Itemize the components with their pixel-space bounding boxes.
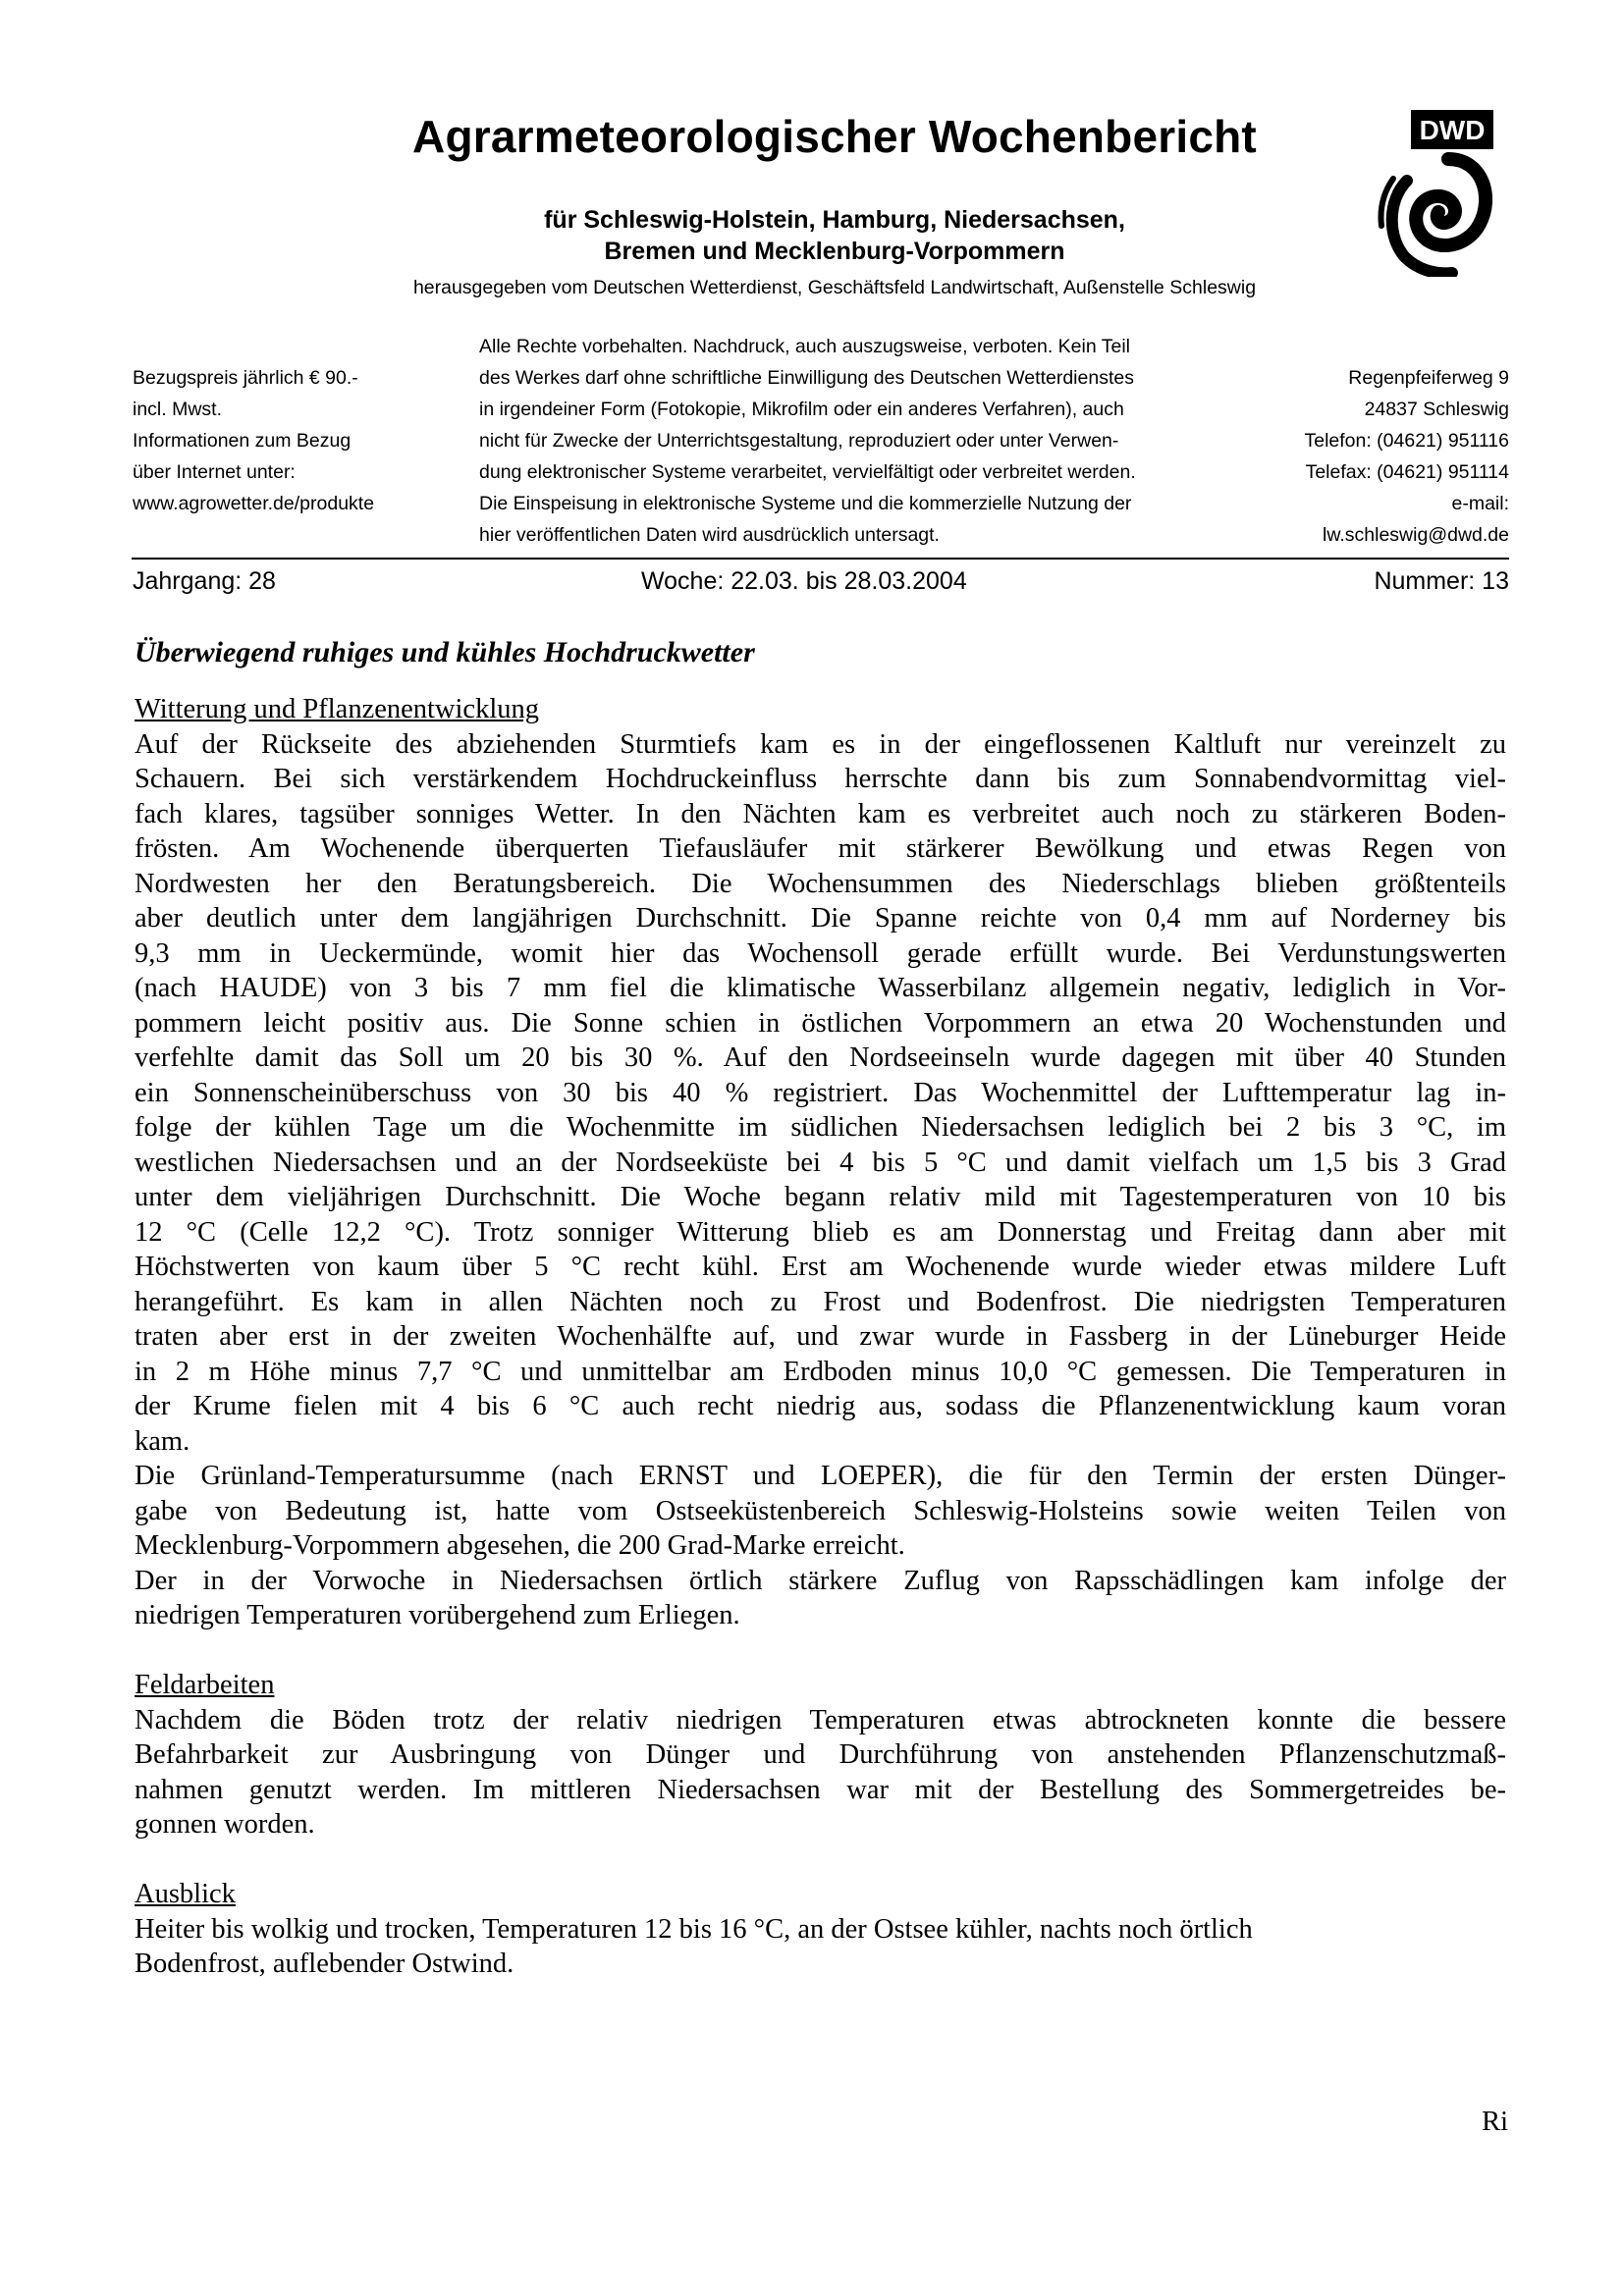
info-line: Bezugspreis jährlich € 90.- bbox=[133, 367, 358, 389]
notice-line: hier veröffentlichen Daten wird ausdrücklich untersagt. bbox=[479, 524, 940, 546]
text-line: 12 °C (Celle 12,2 °C). Trotz sonniger Witterung blieb es am Donnerstag und Freitag dann aber mit bbox=[135, 1216, 1506, 1248]
section-heading-feldarbeiten: Feldarbeiten bbox=[135, 1670, 275, 1700]
text-line: unter dem vieljährigen Durchschnitt. Die Woche begann relativ mild mit Tagestemperaturen von 10 bis bbox=[135, 1182, 1506, 1212]
fax: Telefax: (04621) 951114 bbox=[1305, 461, 1509, 483]
author-initials: Ri bbox=[1482, 2107, 1508, 2137]
subscription-info bbox=[133, 362, 374, 519]
info-line: über Internet unter: bbox=[133, 461, 296, 483]
paragraph-gap bbox=[135, 1633, 1506, 1669]
text-line: herangeführt. Es kam in allen Nächten noch zu Frost und Bodenfrost. Die niedrigsten Temperaturen bbox=[135, 1286, 1506, 1317]
section-heading-witterung: Witterung und Pflanzenentwicklung bbox=[135, 694, 539, 724]
text-line: traten aber erst in der zweiten Wochenhälfte auf, und zwar wurde in Fassberg in der Lüneburger Heide bbox=[135, 1321, 1506, 1352]
text-line: niedrigen Temperaturen vorübergehend zum Erliegen. bbox=[135, 1600, 740, 1630]
section-feldarbeiten bbox=[135, 1703, 1506, 1842]
text-line: in 2 m Höhe minus 7,7 °C und unmittelbar am Erdboden minus 10,0 °C gemessen. Die Temperaturen in bbox=[135, 1356, 1506, 1387]
text-line: gabe von Bedeutung ist, hatte vom Ostseeküstenbereich Schleswig-Holsteins sowie weiten Teilen von bbox=[135, 1495, 1506, 1526]
email-label: e-mail: bbox=[1451, 493, 1509, 514]
text-line: 9,3 mm in Ueckermünde, womit hier das Wochensoll gerade erfüllt wurde. Bei Verdunstungswerten bbox=[135, 937, 1506, 969]
address-street: Regenpfeiferweg 9 bbox=[1348, 367, 1509, 389]
headline: Überwiegend ruhiges und kühles Hochdruckwetter bbox=[135, 636, 755, 668]
header-divider bbox=[132, 558, 1509, 560]
phone: Telefon: (04621) 951116 bbox=[1304, 430, 1509, 452]
section-ausblick bbox=[135, 1912, 1506, 1982]
text-line: aber deutlich unter dem langjährigen Durchschnitt. Die Spanne reichte von 0,4 mm auf Norderney bis bbox=[135, 903, 1506, 934]
text-line: Auf der Rückseite des abziehenden Sturmtiefs kam es in der eingeflossenen Kaltluft nur vereinzelt zu bbox=[135, 728, 1506, 760]
dwd-logo-icon bbox=[1378, 110, 1493, 277]
contact-info bbox=[1304, 362, 1509, 551]
text-line: Schauern. Bei sich verstärkendem Hochdruckeinfluss herrschte dann bis zum Sonnabendvormittag viel- bbox=[135, 764, 1506, 794]
report-title: Agrarmeteorologischer Wochenbericht bbox=[412, 111, 1257, 162]
section-witterung bbox=[135, 727, 1506, 1633]
text-line: fach klares, tagsüber sonniges Wetter. In den Nächten kam es verbreitet auch noch zu stärkeren Boden- bbox=[135, 798, 1506, 829]
publisher-line: herausgegeben vom Deutschen Wetterdienst, Geschäftsfeld Landwirtschaft, Außenstelle Schleswig bbox=[412, 277, 1257, 298]
text-line: Mecklenburg-Vorpommern abgesehen, die 200 Grad-Marke erreicht. bbox=[135, 1530, 905, 1561]
notice-line: Die Einspeisung in elektronische Systeme und die kommerzielle Nutzung der bbox=[479, 493, 1132, 514]
text-line: der Krume fielen mit 4 bis 6 °C auch recht niedrig aus, sodass die Pflanzenentwicklung kaum voran bbox=[135, 1391, 1506, 1421]
text-line: nahmen genutzt werden. Im mittleren Niedersachsen war mit der Bestellung des Sommergetreides be- bbox=[135, 1774, 1506, 1805]
logo-text: DWD bbox=[1419, 115, 1486, 145]
text-line: Nachdem die Böden trotz der relativ niedrigen Temperaturen etwas abtrockneten konnte die bessere bbox=[135, 1704, 1506, 1735]
subtitle-line: Bremen und Mecklenburg-Vorpommern bbox=[604, 238, 1065, 265]
copyright-notice bbox=[479, 331, 1136, 551]
paragraph-gap bbox=[135, 1842, 1506, 1878]
issue-year: Jahrgang: 28 bbox=[133, 567, 276, 595]
notice-line: Alle Rechte vorbehalten. Nachdruck, auch auszugsweise, verboten. Kein Teil bbox=[479, 336, 1131, 357]
text-line: (nach HAUDE) von 3 bis 7 mm fiel die klimatische Wasserbilanz allgemein negativ, lediglich in Vor- bbox=[135, 973, 1506, 1003]
text-line: kam. bbox=[135, 1425, 190, 1457]
text-line: Befahrbarkeit zur Ausbringung von Dünger und Durchführung von anstehenden Pflanzenschutzmaß- bbox=[135, 1739, 1506, 1770]
text-line: Nordwesten her den Beratungsbereich. Die Wochensummen des Niederschlags blieben größtenteils bbox=[135, 868, 1506, 899]
text-line: Bodenfrost, auflebender Ostwind. bbox=[135, 1949, 514, 1979]
text-line: folge der kühlen Tage um die Wochenmitte im südlichen Niedersachsen lediglich bei 2 bis 3 °C, im bbox=[135, 1112, 1506, 1143]
text-line: gonnen worden. bbox=[135, 1809, 315, 1840]
notice-line: in irgendeiner Form (Fotokopie, Mikrofilm oder ein anderes Verfahren), auch bbox=[479, 399, 1124, 420]
info-line: Informationen zum Bezug bbox=[133, 430, 352, 452]
info-link[interactable]: www.agrowetter.de/produkte bbox=[133, 493, 375, 514]
notice-line: des Werkes darf ohne schriftliche Einwilligung des Deutschen Wetterdienstes bbox=[479, 367, 1134, 389]
text-line: pommern leicht positiv aus. Die Sonne schien in östlichen Vorpommern an etwa 20 Wochenstunden und bbox=[135, 1007, 1506, 1039]
section-heading-ausblick: Ausblick bbox=[135, 1879, 236, 1909]
dwd-logo bbox=[1378, 110, 1493, 277]
text-line: ein Sonnenscheinüberschuss von 30 bis 40 % registriert. Das Wochenmittel der Lufttemperatur lag in- bbox=[135, 1077, 1506, 1108]
text-line: Heiter bis wolkig und trocken, Temperaturen 12 bis 16 °C, an der Ostsee kühler, nachts noch örtlich bbox=[135, 1913, 1253, 1945]
email-link[interactable]: lw.schleswig@dwd.de bbox=[1323, 524, 1509, 546]
text-line: Die Grünland-Temperatursumme (nach ERNST und LOEPER), die für den Termin der ersten Dünger- bbox=[135, 1461, 1506, 1491]
notice-line: dung elektronischer Systeme verarbeitet, vervielfältigt oder verbreitet werden. bbox=[479, 461, 1136, 483]
text-line: Der in der Vorwoche in Niedersachsen örtlich stärkere Zuflug von Rapsschädlingen kam infolge der bbox=[135, 1565, 1506, 1596]
subtitle-line: für Schleswig-Holstein, Hamburg, Niedersachsen, bbox=[544, 206, 1125, 234]
address-city: 24837 Schleswig bbox=[1364, 399, 1509, 420]
info-line: incl. Mwst. bbox=[133, 399, 223, 420]
notice-line: nicht für Zwecke der Unterrichtsgestaltung, reproduziert oder unter Verwen- bbox=[479, 430, 1119, 452]
report-body bbox=[135, 692, 1506, 1982]
text-line: Höchstwerten von kaum über 5 °C recht kühl. Erst am Wochenende wurde wieder etwas mildere Luft bbox=[135, 1252, 1506, 1282]
issue-number: Nummer: 13 bbox=[1374, 567, 1509, 595]
issue-week: Woche: 22.03. bis 28.03.2004 bbox=[641, 567, 967, 595]
text-line: verfehlte damit das Soll um 20 bis 30 %. Auf den Nordseeinseln wurde dagegen mit über 40 Stunden bbox=[135, 1042, 1506, 1073]
text-line: westlichen Niedersachsen und an der Nordseeküste bei 4 bis 5 °C und damit vielfach um 1,5 bis 3 Grad bbox=[135, 1147, 1506, 1178]
text-line: frösten. Am Wochenende überquerten Tiefausläufer mit stärkerer Bewölkung und etwas Regen von bbox=[135, 833, 1506, 864]
